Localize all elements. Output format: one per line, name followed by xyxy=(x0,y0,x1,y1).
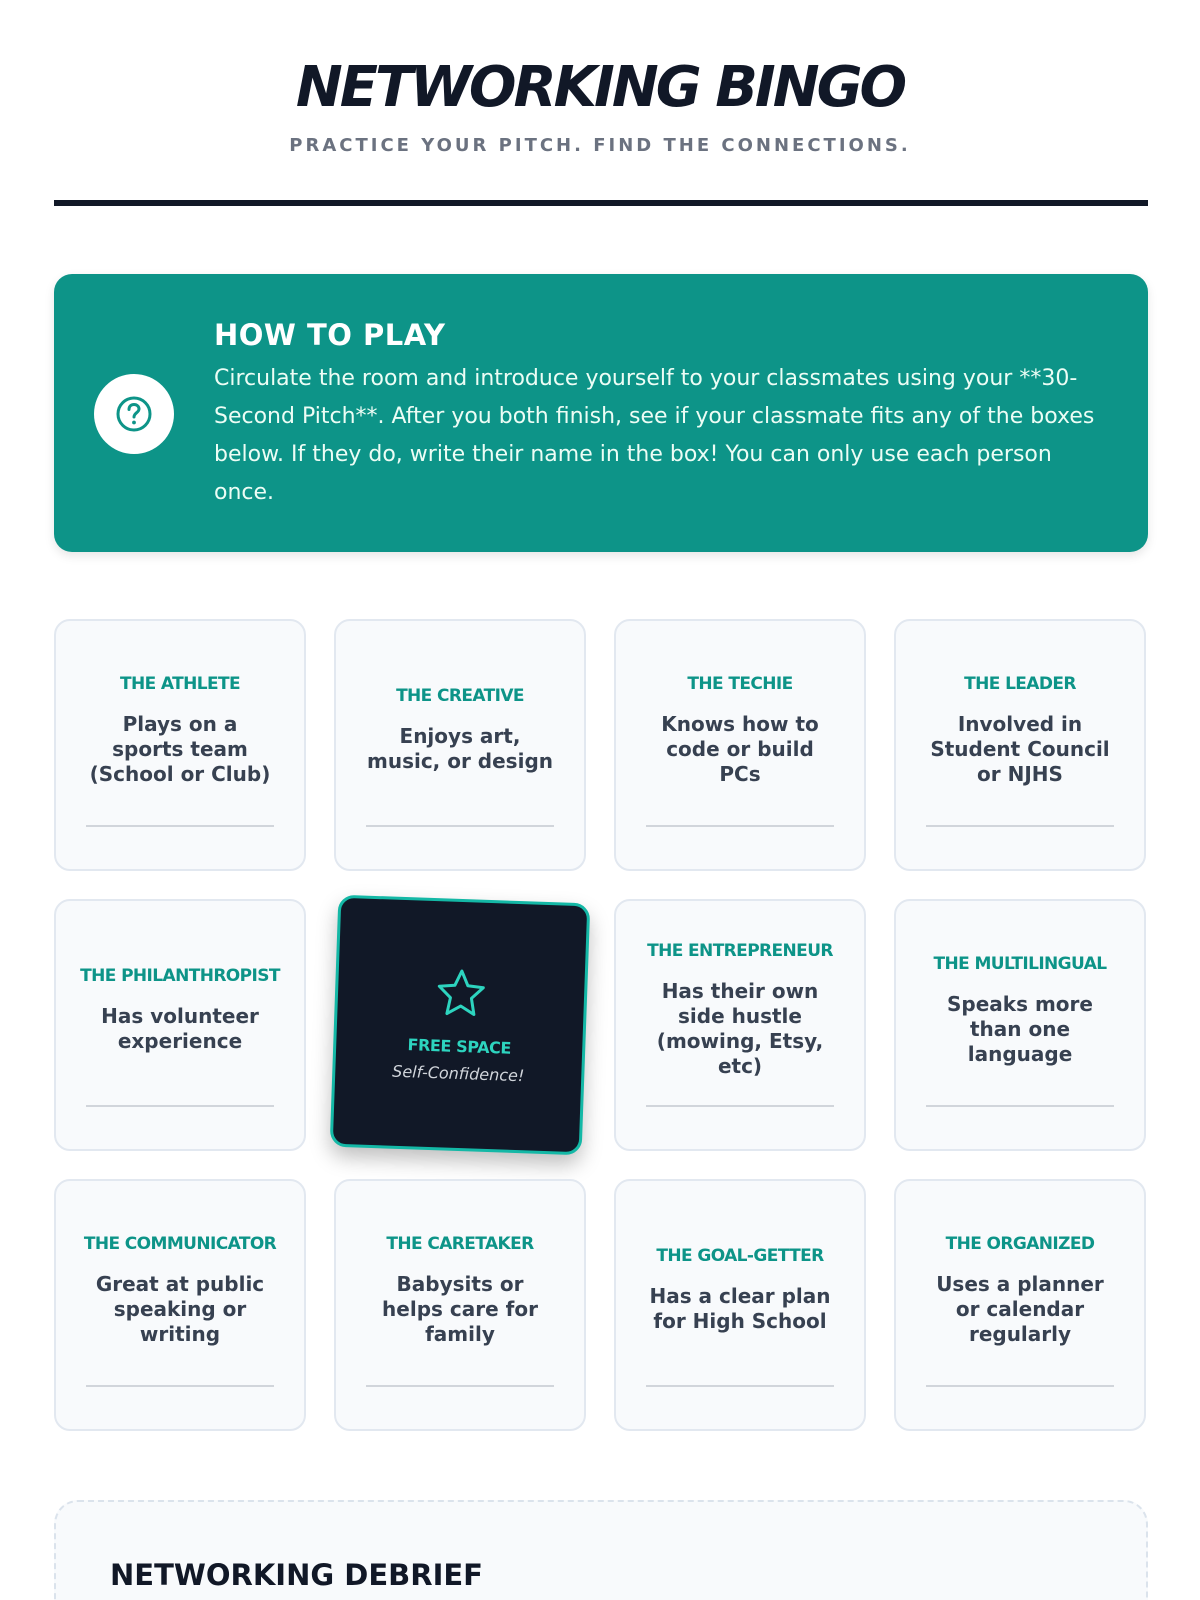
bingo-card[interactable] xyxy=(894,899,1146,1151)
bingo-card[interactable] xyxy=(54,1179,306,1431)
card-title: THE ATHLETE xyxy=(119,673,241,694)
card-description: Great at public speaking or writing xyxy=(95,1271,265,1346)
debrief-heading: NETWORKING DEBRIEF xyxy=(110,1558,483,1592)
bingo-card[interactable] xyxy=(894,619,1146,871)
question-circle-icon xyxy=(94,374,174,454)
page-title: NETWORKING BINGO xyxy=(295,55,905,120)
bingo-card[interactable] xyxy=(614,899,866,1151)
card-title: THE CARETAKER xyxy=(386,1233,534,1254)
card-title: THE CREATIVE xyxy=(396,686,524,706)
free-space-subtitle: Self-Confidence! xyxy=(391,1061,525,1085)
name-write-line xyxy=(646,1385,834,1387)
bingo-card[interactable] xyxy=(334,1179,586,1431)
bingo-grid xyxy=(54,619,1148,1431)
card-description: Speaks more than one language xyxy=(947,991,1093,1066)
card-title: THE PHILANTHROPIST xyxy=(80,966,280,986)
bingo-card[interactable] xyxy=(54,619,306,871)
card-description: Babysits or helps care for family xyxy=(382,1271,538,1346)
name-write-line xyxy=(926,1385,1114,1387)
bingo-card[interactable] xyxy=(614,1179,866,1431)
how-to-play-text: Circulate the room and introduce yourself to your classmates using your **30-Second Pitch**. After you both finish, see if your classmate fits any of the boxes below. If they do, write their name in the box! You can only use each person once. xyxy=(214,366,1095,505)
bingo-card[interactable] xyxy=(894,1179,1146,1431)
card-title: THE ORGANIZED xyxy=(945,1233,1095,1254)
card-description: Enjoys art, music, or design xyxy=(366,724,553,773)
name-write-line xyxy=(86,825,274,827)
free-space-title: FREE SPACE xyxy=(407,1034,512,1058)
card-title: THE ENTREPRENEUR xyxy=(647,941,833,961)
card-description: Has their own side hustle (mowing, Etsy, etc) xyxy=(656,979,824,1078)
page-subtitle: PRACTICE YOUR PITCH. FIND THE CONNECTIONS. xyxy=(289,135,911,156)
card-description: Has volunteer experience xyxy=(101,1004,259,1053)
name-write-line xyxy=(646,1105,834,1107)
free-space-card[interactable] xyxy=(330,895,591,1156)
name-write-line xyxy=(366,1385,554,1387)
card-description: Plays on a sports team (School or Club) xyxy=(89,711,271,786)
how-to-play-panel xyxy=(54,274,1148,552)
bingo-card[interactable] xyxy=(334,619,586,871)
name-write-line xyxy=(646,825,834,827)
name-write-line xyxy=(366,825,554,827)
card-title: THE LEADER xyxy=(964,673,1076,694)
card-title: THE COMMUNICATOR xyxy=(83,1233,277,1254)
bingo-card[interactable] xyxy=(614,619,866,871)
card-description: Knows how to code or build PCs xyxy=(661,711,819,786)
bingo-card[interactable] xyxy=(54,899,306,1151)
name-write-line xyxy=(86,1385,274,1387)
header-divider xyxy=(54,200,1148,206)
star-icon xyxy=(434,967,488,1024)
card-title: THE MULTILINGUAL xyxy=(933,953,1107,974)
networking-debrief-panel xyxy=(54,1500,1148,1600)
card-title: THE GOAL-GETTER xyxy=(656,1246,824,1266)
card-description: Uses a planner or calendar regularly xyxy=(936,1271,1104,1346)
card-description: Involved in Student Council or NJHS xyxy=(930,711,1110,786)
how-to-play-heading: HOW TO PLAY xyxy=(214,318,446,352)
card-title: THE TECHIE xyxy=(687,673,793,694)
card-description: Has a clear plan for High School xyxy=(649,1284,831,1333)
name-write-line xyxy=(86,1105,274,1107)
name-write-line xyxy=(926,1105,1114,1107)
name-write-line xyxy=(926,825,1114,827)
